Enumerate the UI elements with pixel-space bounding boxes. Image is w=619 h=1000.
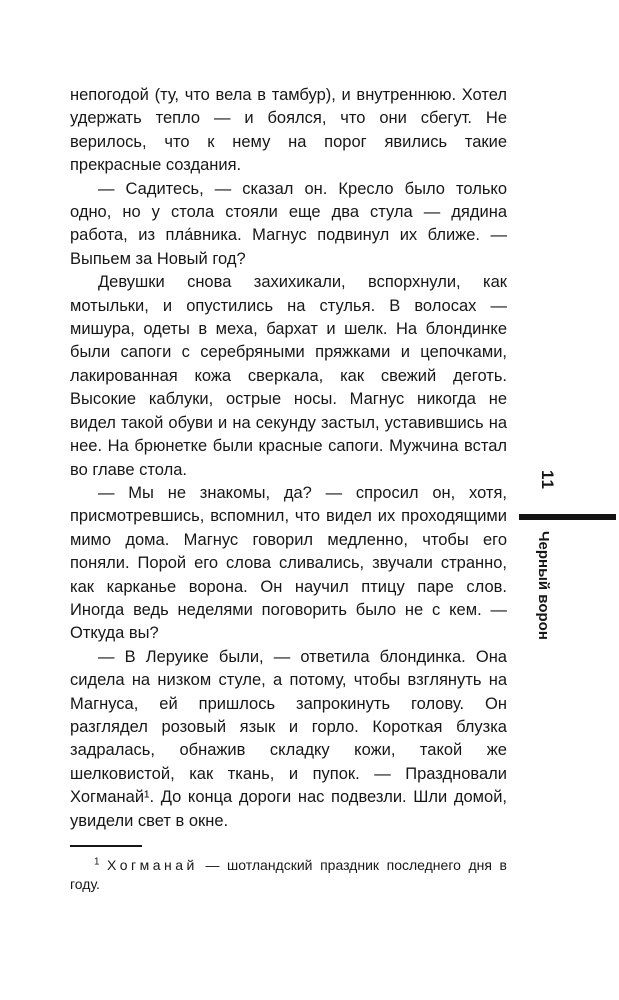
footnote-term: Хогманай xyxy=(107,857,198,873)
running-title: Черный ворон xyxy=(535,531,552,640)
footnote-rest: — шотландский праздник последнего дня в году. xyxy=(70,857,507,892)
footnote xyxy=(70,856,507,894)
paragraph: Девушки снова захихикали, вспорхнули, как мотыльки, и опустились на стулья. В волосах — мишура, одеты в меха, бархат и шелк. На блондинке были сапоги с серебряными пряжками и цепочками, лакированная кожа сверкала, как свежий деготь. Высокие каблуки, острые носы. Магнус никогда не видел такой обуви и на секунду застыл, уставившись на нее. На брюнетке были красные сапоги. Мужчина встал во главе стола. xyxy=(70,273,507,479)
page-body xyxy=(70,84,507,833)
margin-sidebar xyxy=(519,0,619,1000)
footnote-rule xyxy=(70,845,142,847)
footnote-marker: 1 xyxy=(94,856,100,868)
paragraph: — Садитесь, — сказал он. Кресло было только одно, но у стола стояли еще два стула — дядина работа, из пла́вника. Магнус подвинул их ближе. — Выпьем за Новый год? xyxy=(70,179,507,268)
paragraph: — В Леруике были, — ответила блондинка. Она сидела на низком стуле, а потому, чтобы взглянуть на Магнуса, ей пришлось запрокинуть голову. Он разглядел розовый язык и горло. Короткая блузка задралась, обнажив складку кожи, такой же шелковистой, как ткань, и пупок. — Праздновали Хогманай¹. До конца дороги нас подвезли. Шли домой, увидели свет в окне. xyxy=(70,647,507,830)
paragraph: — Мы не знакомы, да? — спросил он, хотя, присмотревшись, вспомнил, что видел их проходящими мимо дома. Магнус говорил медленно, чтобы его поняли. Порой его слова сливались, звучали странно, как карканье ворона. Он научил птицу паре слов. Иногда ведь неделями поговорить было не с кем. — Откуда вы? xyxy=(70,483,507,643)
page-number: 11 xyxy=(538,470,557,490)
sidebar-rule xyxy=(519,514,616,520)
footnote-block xyxy=(70,845,507,894)
paragraph: непогодой (ту, что вела в тамбур), и внутреннюю. Хотел удержать тепло — и боялся, что они сбегут. Не верилось, что к нему на порог явились такие прекрасные создания. xyxy=(70,86,507,175)
